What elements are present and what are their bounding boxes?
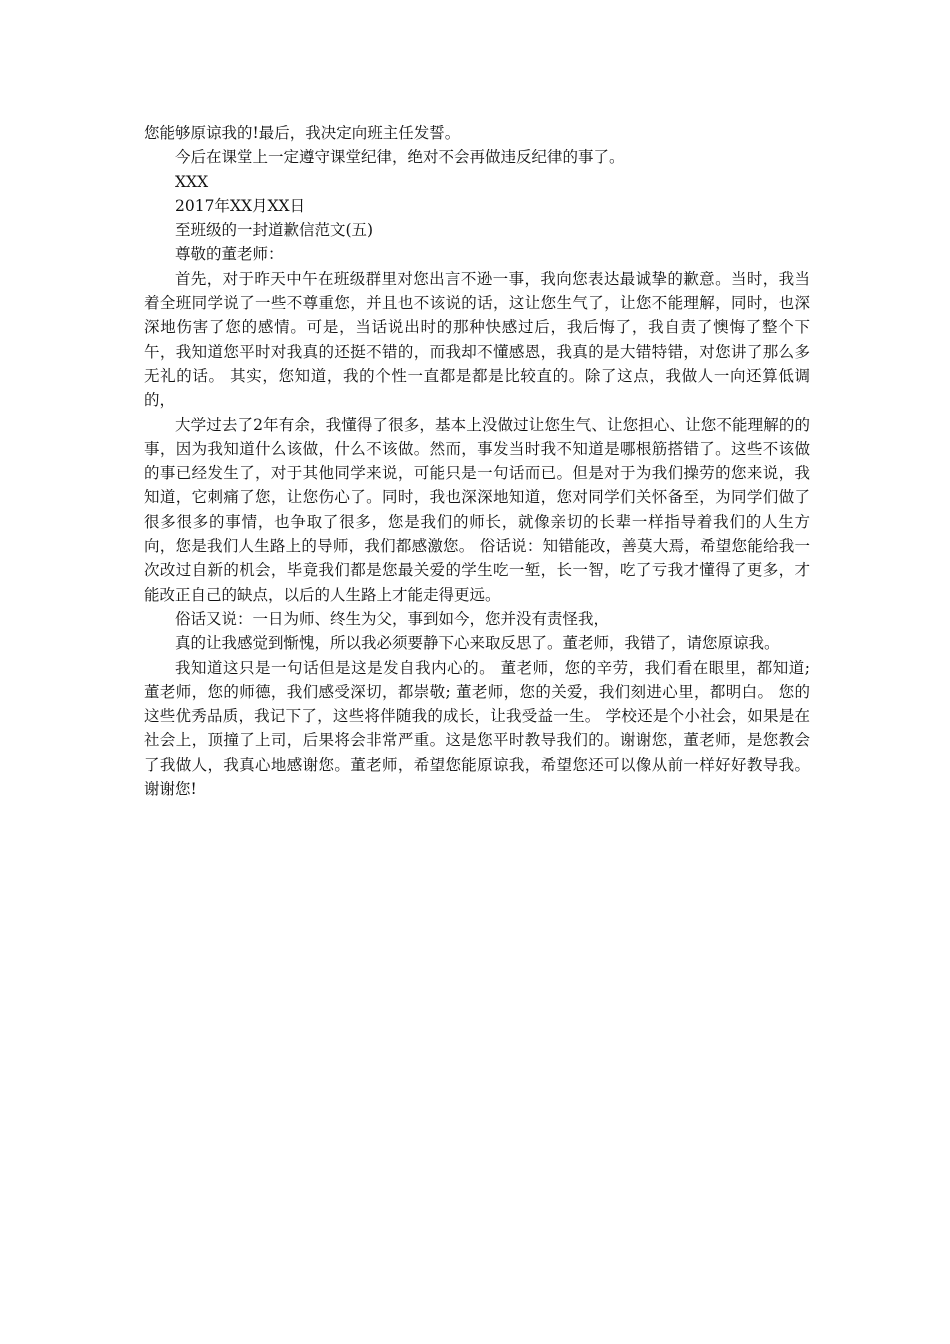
paragraph-closing-line: 您能够原谅我的!最后，我决定向班主任发誓。	[144, 124, 461, 142]
paragraph-gratitude: 我知道这只是一句话但是这是发自我内心的。 董老师，您的辛劳，我们看在眼里，都知道; 董老师，您的师德，我们感受深切，都崇敬; 董老师，您的关爱，我们刻进心里，都明白。 您的这些优秀品质，我记下了，这些将伴随我的成长，让我受益一生。 学校还是个小社会，如果是在社会上，顶撞了上司，后果将会非常严重。这是您平时教导我们的。谢谢您，董老师，是您教会了我做人，我真心地感谢您。董老师，希望您能原谅我，希望您还可以像从前一样好好教导我。 谢谢您!	[144, 658, 810, 799]
document-body	[144, 121, 810, 801]
paragraph-proverb: 俗话又说：一日为师、终生为父，事到如今，您并没有责怪我，	[175, 609, 610, 628]
letter-salutation: 尊敬的董老师：	[175, 245, 284, 264]
section-title: 至班级的一封道歉信范文(五)	[175, 221, 374, 240]
paragraph-reflection: 大学过去了2年有余，我懂得了很多，基本上没做过让您生气、让您担心、让您不能理解的的事，因为我知道什么该做，什么不该做。然而，事发当时我不知道是哪根筋搭错了。这些不该做的事已经发生了，对于其他同学来说，可能只是一句话而已。但是对于为我们操劳的您来说，我知道，它刺痛了您，让您伤心了。同时，我也深深地知道，您对同学们关怀备至，为同学们做了很多很多的事情，也争取了很多，您是我们的师长，就像亲切的长辈一样指导着我们的人生方向，您是我们人生路上的导师，我们都感激您。 俗话说：知错能改，善莫大焉，希望您能给我一次改过自新的机会，毕竟我们都是您最关爱的学生吃一堑，长一智，吃了亏我才懂得了更多，才能改正自己的缺点，以后的人生路上才能走得更远。	[144, 415, 810, 604]
signature-date: 2017年XX月XX日	[175, 196, 306, 215]
signature-name: XXX	[175, 172, 209, 191]
paragraph-apology: 首先，对于昨天中午在班级群里对您出言不逊一事，我向您表达最诚挚的歉意。当时，我当着全班同学说了一些不尊重您，并且也不该说的话，这让您生气了，让您不能理解，同时，也深深地伤害了您的感情。可是，当话说出时的那种快感过后，我后悔了，我自责了懊悔了整个下午，我知道您平时对我真的还挺不错的，而我却不懂感恩，我真的是大错特错，对您讲了那么多无礼的话。 其实，您知道，我的个性一直都是都是比较直的。除了这点，我做人一向还算低调的，	[144, 269, 810, 410]
paragraph-promise: 今后在课堂上一定遵守课堂纪律，绝对不会再做违反纪律的事了。	[175, 148, 625, 167]
paragraph-shame: 真的让我感觉到惭愧，所以我必须要静下心来取反思了。董老师，我错了，请您原谅我。	[175, 634, 780, 653]
